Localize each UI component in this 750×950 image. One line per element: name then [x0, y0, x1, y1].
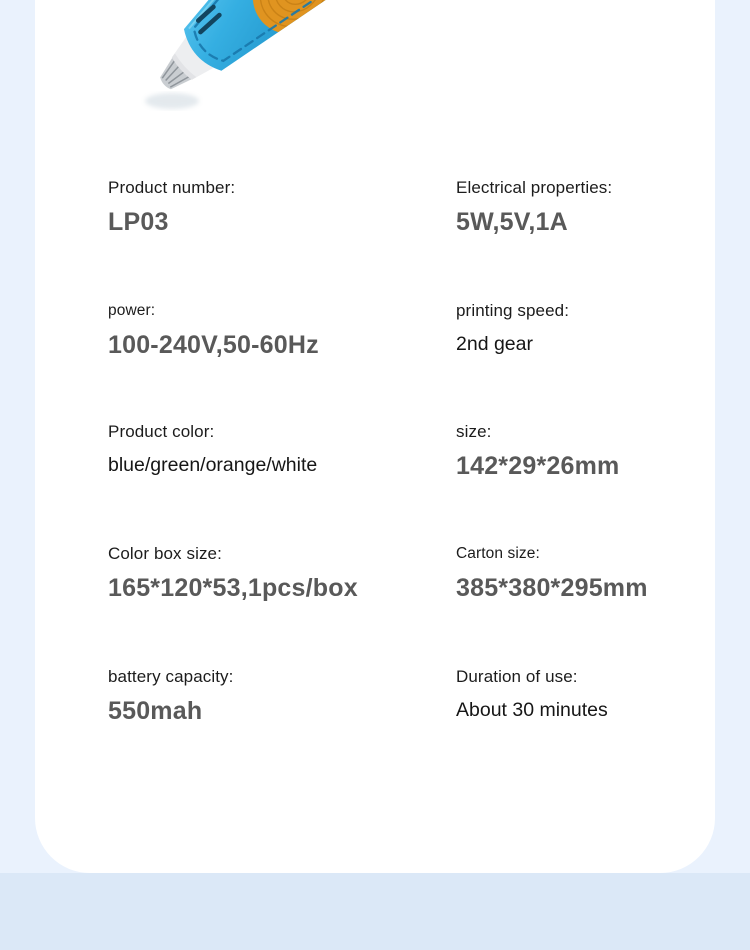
spec-label: battery capacity:: [108, 667, 234, 686]
spec-product-number: [108, 177, 235, 236]
spec-duration-of-use: [456, 666, 608, 723]
spec-label: Electrical properties:: [456, 178, 613, 197]
spec-value: 165*120*53,1pcs/box: [108, 574, 358, 602]
spec-value: 550mah: [108, 697, 203, 725]
background-bottom: [0, 873, 750, 950]
spec-value: blue/green/orange/white: [108, 454, 318, 476]
spec-label: Product number:: [108, 178, 236, 197]
spec-battery-capacity: [108, 666, 233, 725]
spec-value: 385*380*295mm: [456, 574, 648, 602]
spec-value: 5W,5V,1A: [456, 208, 568, 236]
spec-value: 100-240V,50-60Hz: [108, 331, 319, 359]
spec-power: [108, 300, 319, 359]
product-image: [138, 0, 368, 118]
spec-label: printing speed:: [456, 301, 570, 320]
spec-electrical-properties: [456, 177, 612, 236]
spec-card: [35, 0, 715, 873]
spec-value: 2nd gear: [456, 333, 533, 355]
spec-value: 142*29*26mm: [456, 452, 620, 480]
spec-carton-size: [456, 543, 648, 602]
spec-value: About 30 minutes: [456, 699, 608, 721]
spec-label: Color box size:: [108, 544, 222, 563]
spec-label: power:: [108, 302, 156, 319]
pen-shadow: [145, 93, 199, 109]
spec-label: Carton size:: [456, 545, 540, 562]
spec-label: Duration of use:: [456, 667, 578, 686]
spec-product-color: [108, 421, 317, 478]
pen-illustration: [138, 0, 368, 118]
spec-printing-speed: [456, 300, 569, 357]
spec-value: LP03: [108, 208, 169, 236]
spec-color-box-size: [108, 543, 358, 602]
spec-size: [456, 421, 619, 480]
spec-label: size:: [456, 422, 492, 441]
spec-label: Product color:: [108, 422, 215, 441]
